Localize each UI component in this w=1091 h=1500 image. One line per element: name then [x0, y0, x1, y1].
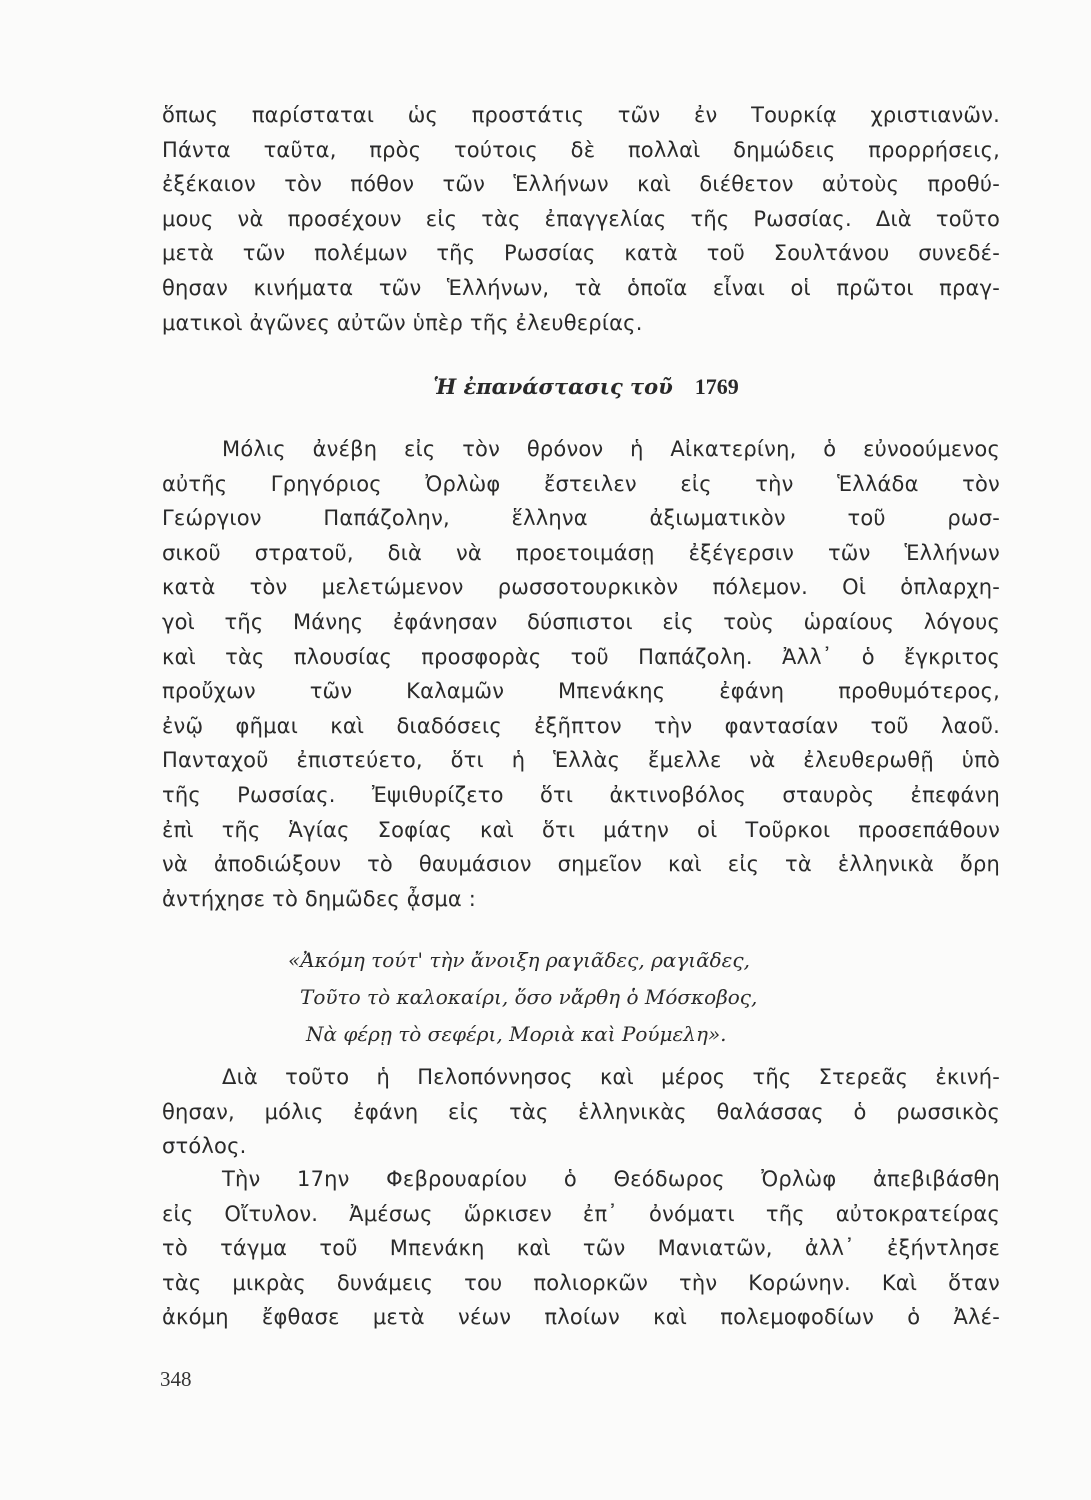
text-line: θησαν κινήματα τῶν Ἑλλήνων, τὰ ὁποῖα εἶναι οἱ πρῶτοι πραγ-: [162, 275, 1000, 300]
folk-song-quote: [288, 942, 757, 1053]
text-line: κατὰ τὸν μελετώμενον ρωσσοτουρκικὸν πόλεμον. Οἱ ὁπλαρχη-: [162, 575, 1000, 600]
text-line: Τὴν 17ην Φεβρουαρίου ὁ Θεόδωρος Ὀρλὼφ ἀπεβιβάσθη: [222, 1167, 1000, 1191]
text-line: ἀντήχησε τὸ δημῶδες ᾆσμα :: [162, 886, 477, 911]
text-line: μους νὰ προσέχουν εἰς τὰς ἐπαγγελίας τῆς Ρωσσίας. Διὰ τοῦτο: [162, 206, 1000, 231]
paragraph-1: [162, 98, 1000, 340]
paragraph-4: [162, 1162, 1000, 1335]
page-number: 348: [160, 1367, 192, 1391]
poem-verse: Νὰ φέρῃ τὸ σεφέρι, Μοριὰ καὶ Ρούμελη».: [306, 1022, 727, 1046]
text-line: Μόλις ἀνέβη εἰς τὸν θρόνον ἡ Αἰκατερίνη, ὁ εὐνοούμενος: [222, 437, 1000, 461]
text-line: νὰ ἀποδιώξουν τὸ θαυμάσιον σημεῖον καὶ εἰς τὰ ἑλληνικὰ ὄρη: [162, 852, 1000, 877]
text-line: καὶ τὰς πλουσίας προσφορὰς τοῦ Παπάζολη. Ἀλλ᾽ ὁ ἔγκριτος: [162, 644, 1000, 669]
text-line: γοὶ τῆς Μάνης ἐφάνησαν δύσπιστοι εἰς τοὺς ὡραίους λόγους: [162, 609, 1000, 634]
text-line: ματικοὶ ἀγῶνες αὐτῶν ὑπὲρ τῆς ἐλευθερίας.: [162, 310, 643, 335]
text-line: ἀκόμη ἔφθασε μετὰ νέων πλοίων καὶ πολεμοφοδίων ὁ Ἀλέ-: [162, 1305, 1000, 1330]
text-line: Διὰ τοῦτο ἡ Πελοπόννησος καὶ μέρος τῆς Στερεᾶς ἐκινή-: [222, 1065, 1000, 1089]
section-heading: [162, 370, 1000, 404]
text-line: προὔχων τῶν Καλαμῶν Μπενάκης ἐφάνη προθυμότερος,: [162, 679, 1000, 704]
poem-verse: Τοῦτο τὸ καλοκαίρι, ὅσο νἄρθη ὁ Μόσκοβος,: [300, 985, 758, 1009]
text-line: στόλος.: [162, 1134, 247, 1159]
text-line: τὰς μικρὰς δυνάμεις του πολιορκῶν τὴν Κορώνην. Καὶ ὅταν: [162, 1270, 1000, 1295]
text-line: αὐτῆς Γρηγόριος Ὀρλὼφ ἔστειλεν εἰς τὴν Ἑλλάδα τὸν: [162, 471, 1000, 496]
section-heading-year: 1769: [694, 374, 739, 399]
text-line: Πάντα ταῦτα, πρὸς τούτοις δὲ πολλαὶ δημώδεις προρρήσεις,: [162, 137, 1000, 162]
text-line: ἐνῷ φῆμαι καὶ διαδόσεις ἐξῆπτον τὴν φαντασίαν τοῦ λαοῦ.: [162, 713, 1000, 738]
text-line: μετὰ τῶν πολέμων τῆς Ρωσσίας κατὰ τοῦ Σουλτάνου συνεδέ-: [162, 241, 1000, 266]
text-line: Γεώργιον Παπάζολην, ἕλληνα ἀξιωματικὸν τοῦ ρωσ-: [162, 506, 1000, 531]
poem-verse: «Ἀκόμη τούτ' τὴν ἄνοιξη ραγιᾶδες, ραγιᾶδες,: [288, 948, 750, 972]
text-line: Πανταχοῦ ἐπιστεύετο, ὅτι ἡ Ἑλλὰς ἔμελλε νὰ ἐλευθερωθῇ ὑπὸ: [162, 748, 1000, 773]
text-line: ὅπως παρίσταται ὡς προστάτις τῶν ἐν Τουρκίᾳ χριστιανῶν.: [162, 103, 1000, 127]
text-line: εἰς Οἴτυλον. Ἀμέσως ὥρκισεν ἐπ᾽ ὀνόματι τῆς αὐτοκρατείρας: [162, 1201, 1000, 1226]
section-heading-text: Ἡ ἐπανάστασις τοῦ: [433, 374, 673, 399]
paragraph-2: [162, 432, 1000, 916]
text-line: σικοῦ στρατοῦ, διὰ νὰ προετοιμάσῃ ἐξέγερσιν τῶν Ἑλλήνων: [162, 540, 1000, 565]
text-line: ἐξέκαιον τὸν πόθον τῶν Ἑλλήνων καὶ διέθετον αὐτοὺς προθύ-: [162, 172, 1000, 197]
paragraph-3: [162, 1060, 1000, 1164]
text-line: ἐπὶ τῆς Ἁγίας Σοφίας καὶ ὅτι μάτην οἱ Τοῦρκοι προσεπάθουν: [162, 817, 1000, 842]
text-line: τὸ τάγμα τοῦ Μπενάκη καὶ τῶν Μανιατῶν, ἀλλ᾽ ἐξήντλησε: [162, 1236, 1000, 1261]
text-line: τῆς Ρωσσίας. Ἐψιθυρίζετο ὅτι ἀκτινοβόλος σταυρὸς ἐπεφάνη: [162, 782, 1000, 807]
text-line: θησαν, μόλις ἐφάνη εἰς τὰς ἑλληνικὰς θαλάσσας ὁ ρωσσικὸς: [162, 1099, 1000, 1124]
